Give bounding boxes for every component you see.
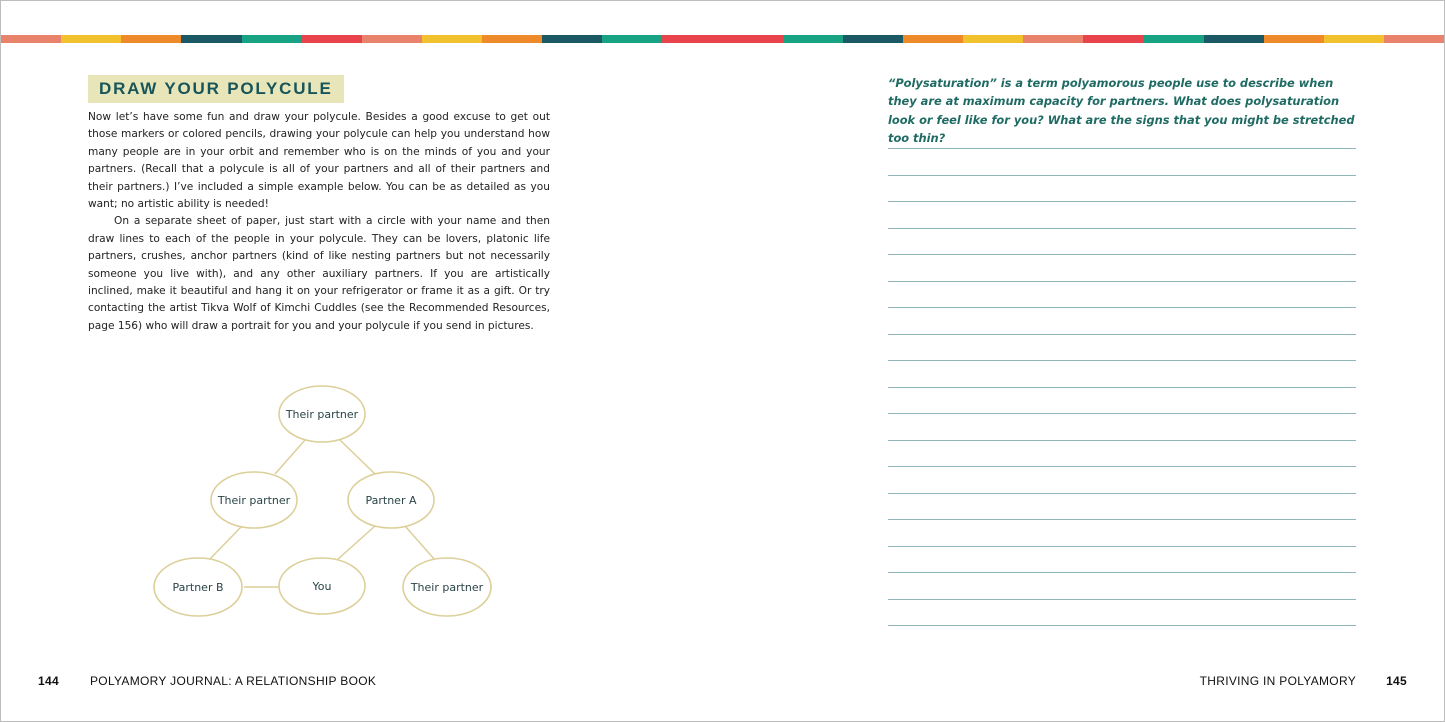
color-stripe xyxy=(1,35,1444,43)
connector-line xyxy=(275,440,305,474)
writing-line xyxy=(888,625,1356,652)
section-heading: DRAW YOUR POLYCULE xyxy=(99,79,333,98)
stripe-segment xyxy=(1264,35,1324,43)
stripe-segment xyxy=(1143,35,1203,43)
polycule-diagram xyxy=(150,380,500,620)
connector-line xyxy=(405,526,435,560)
stripe-segment xyxy=(843,35,903,43)
writing-line xyxy=(888,493,1356,520)
writing-line xyxy=(888,228,1356,255)
node-label-mid-left: Their partner xyxy=(217,494,291,507)
stripe-segment xyxy=(662,35,722,43)
body-paragraph-2: On a separate sheet of paper, just start with a circle with your name and then draw lines to each of the people in your polycule. They can be lovers, platonic life partners, crushes, anchor partners (kind of like nesting partners but not necessarily someone you live with), and any other auxiliary partners. If you are artistically inclined, make it beautiful and hang it on your refrigerator or frame it as a gift. Or try contacting the artist Tikva Wolf of Kimchi Cuddles (see the Recommended Resources, page 156) who will draw a portrait for you and your polycule if you send in pictures. xyxy=(88,215,550,332)
stripe-segment xyxy=(61,35,121,43)
writing-line xyxy=(888,387,1356,414)
stripe-segment xyxy=(482,35,542,43)
writing-line xyxy=(888,413,1356,440)
connector-line xyxy=(340,440,375,474)
journal-prompt: “Polysaturation” is a term polyamorous people use to describe when they are at maximum capacity for partners. What does polysaturation look or feel like for you? What are the signs that you might be stretched too thin? xyxy=(888,76,1355,146)
body-paragraph-1: Now let’s have some fun and draw your polycule. Besides a good excuse to get out those markers or colored pencils, drawing your polycule can help you understand how many people are in your orbit and remember who is on the minds of you and your partners. (Recall that a polycule is all of your partners and all of their partners and their partners.) I’ve included a simple example below. You can be as detailed as you want; no artistic ability is needed! xyxy=(88,111,550,211)
writing-line xyxy=(888,175,1356,202)
stripe-segment xyxy=(181,35,241,43)
body-text xyxy=(88,109,550,335)
stripe-segment xyxy=(242,35,302,43)
node-label-bottom-left: Partner B xyxy=(172,581,224,594)
stripe-segment xyxy=(1204,35,1264,43)
node-label-mid-right: Partner A xyxy=(365,494,417,507)
node-label-top: Their partner xyxy=(285,408,359,421)
node-label-bottom-center: You xyxy=(312,580,332,593)
stripe-segment xyxy=(121,35,181,43)
stripe-segment xyxy=(302,35,362,43)
writing-line xyxy=(888,148,1356,175)
stripe-segment xyxy=(1023,35,1083,43)
footer-book-title: POLYAMORY JOURNAL: A RELATIONSHIP BOOK xyxy=(90,674,377,688)
writing-line xyxy=(888,281,1356,308)
writing-line xyxy=(888,254,1356,281)
stripe-segment xyxy=(963,35,1023,43)
heading-box xyxy=(88,75,344,103)
writing-line xyxy=(888,519,1356,546)
connector-line xyxy=(207,526,242,562)
stripe-segment xyxy=(1083,35,1143,43)
stripe-segment xyxy=(362,35,422,43)
connector-line xyxy=(337,526,375,560)
writing-line xyxy=(888,599,1356,626)
stripe-segment xyxy=(602,35,662,43)
page-number-left: 144 xyxy=(38,674,59,688)
writing-line xyxy=(888,546,1356,573)
stripe-segment xyxy=(903,35,963,43)
writing-line xyxy=(888,334,1356,361)
stripe-segment xyxy=(1324,35,1384,43)
stripe-segment xyxy=(723,35,783,43)
writing-lines xyxy=(888,148,1356,652)
stripe-segment xyxy=(542,35,602,43)
writing-line xyxy=(888,466,1356,493)
stripe-segment xyxy=(422,35,482,43)
footer-chapter-title: THRIVING IN POLYAMORY xyxy=(1199,674,1356,688)
writing-line xyxy=(888,440,1356,467)
node-label-bottom-right: Their partner xyxy=(410,581,484,594)
writing-line xyxy=(888,360,1356,387)
page-number-right: 145 xyxy=(1386,674,1407,688)
stripe-segment xyxy=(783,35,843,43)
stripe-segment xyxy=(1384,35,1444,43)
writing-line xyxy=(888,201,1356,228)
writing-line xyxy=(888,307,1356,334)
stripe-segment xyxy=(1,35,61,43)
writing-line xyxy=(888,572,1356,599)
